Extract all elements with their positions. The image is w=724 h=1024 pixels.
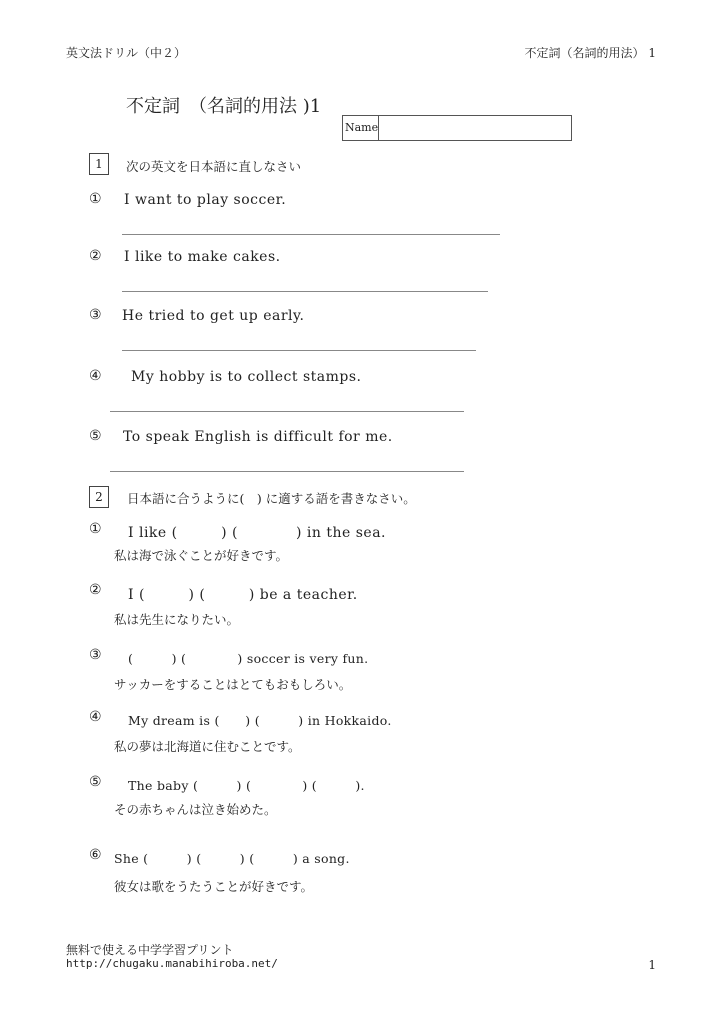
s1-item-1-answer-line[interactable] [122,234,500,235]
s1-item-4-answer-line[interactable] [110,411,464,412]
s2-item-3-japanese: サッカーをすることはとてもおもしろい。 [114,677,352,692]
s2-item-3-marker: ③ [89,647,102,663]
name-label: Name [343,116,379,140]
s1-item-2-text: I like to make cakes. [124,249,281,265]
s2-item-4-text: My dream is ( ) ( ) in Hokkaido. [128,713,392,728]
section-1-instruction: 次の英文を日本語に直しなさい [126,159,302,174]
s2-item-2-marker: ② [89,582,102,598]
s1-item-4-text: My hobby is to collect stamps. [131,369,362,385]
header-left-title: 英文法ドリル（中２） [66,46,187,60]
s1-item-3-text: He tried to get up early. [122,308,305,324]
s2-item-1-japanese: 私は海で泳ぐことが好きです。 [114,548,289,563]
s2-item-2-japanese: 私は先生になりたい。 [114,612,240,627]
s2-item-6-marker: ⑥ [89,847,102,863]
s1-item-5-answer-line[interactable] [110,471,464,472]
s1-item-1-marker: ① [89,191,102,207]
s1-item-2-marker: ② [89,248,102,264]
page-title: 不定詞 （名詞的用法 )1 [126,96,322,117]
s2-item-6-japanese: 彼女は歌をうたうことが好きです。 [114,879,314,894]
s2-item-5-japanese: その赤ちゃんは泣き始めた。 [114,802,277,817]
s1-item-1-text: I want to play soccer. [124,192,287,208]
s2-item-1-marker: ① [89,521,102,537]
s2-item-4-japanese: 私の夢は北海道に住むことです。 [114,739,301,754]
header-right-title: 不定詞（名詞的用法） 1 [524,46,656,60]
s2-item-6-text: She ( ) ( ) ( ) a song. [114,851,350,866]
s1-item-3-marker: ③ [89,307,102,323]
section-2-instruction: 日本語に合うように( ) に適する語を書きなさい。 [127,491,416,506]
s1-item-5-text: To speak English is difficult for me. [123,429,393,445]
s2-item-4-marker: ④ [89,709,102,725]
footer-page-number: 1 [648,958,656,972]
s1-item-5-marker: ⑤ [89,428,102,444]
s1-item-3-answer-line[interactable] [122,350,476,351]
s2-item-1-text: I like ( ) ( ) in the sea. [128,525,386,541]
section-1-number: 1 [89,153,109,175]
s2-item-5-marker: ⑤ [89,774,102,790]
s1-item-4-marker: ④ [89,368,102,384]
name-box[interactable] [342,115,572,141]
s1-item-2-answer-line[interactable] [122,291,488,292]
section-2-number: 2 [89,486,109,508]
footer-site-name: 無料で使える中学学習プリント [66,943,234,957]
s2-item-2-text: I ( ) ( ) be a teacher. [128,587,358,603]
s2-item-5-text: The baby ( ) ( ) ( ). [128,778,365,793]
footer-url[interactable]: http://chugaku.manabihiroba.net/ [66,957,278,970]
s2-item-3-text: ( ) ( ) soccer is very fun. [128,651,369,666]
